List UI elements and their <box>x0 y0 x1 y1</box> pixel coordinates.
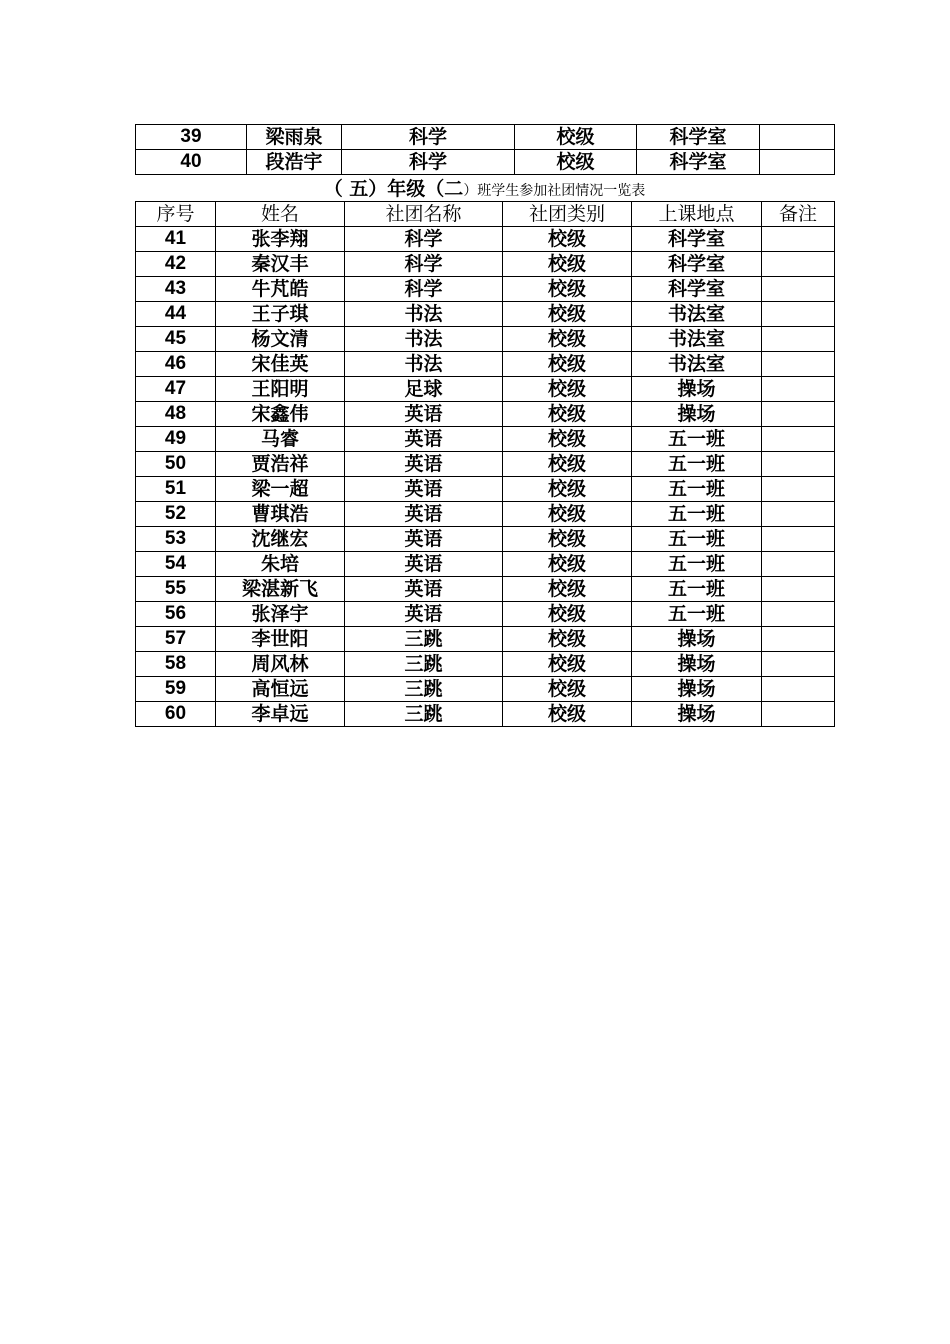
cell-name: 朱培 <box>216 552 345 577</box>
cell-name: 周风林 <box>216 652 345 677</box>
cell-level: 校级 <box>503 252 632 277</box>
cell-note <box>762 652 835 677</box>
header-name: 姓名 <box>216 202 345 227</box>
cell-level: 校级 <box>503 502 632 527</box>
cell-name: 杨文清 <box>216 327 345 352</box>
cell-no: 51 <box>136 477 216 502</box>
cell-club: 英语 <box>345 527 503 552</box>
header-place: 上课地点 <box>632 202 762 227</box>
cell-level: 校级 <box>503 652 632 677</box>
cell-club: 三跳 <box>345 627 503 652</box>
cell-level: 校级 <box>503 327 632 352</box>
cell-name: 宋佳英 <box>216 352 345 377</box>
header-note: 备注 <box>762 202 835 227</box>
cell-place: 五一班 <box>632 552 762 577</box>
cell-club: 科学 <box>342 125 515 150</box>
cell-note <box>762 452 835 477</box>
table-row <box>136 627 835 652</box>
cell-place: 五一班 <box>632 477 762 502</box>
cell-note <box>762 402 835 427</box>
section-title-grade: （ 五）年级（二 <box>323 178 464 200</box>
cell-club: 科学 <box>342 150 515 175</box>
table-row <box>136 702 835 727</box>
table-row <box>136 502 835 527</box>
cell-name: 宋鑫伟 <box>216 402 345 427</box>
header-level: 社团类别 <box>503 202 632 227</box>
cell-level: 校级 <box>503 677 632 702</box>
cell-name: 张李翔 <box>216 227 345 252</box>
cell-no: 55 <box>136 577 216 602</box>
cell-no: 59 <box>136 677 216 702</box>
cell-place: 操场 <box>632 652 762 677</box>
cell-no: 40 <box>136 150 247 175</box>
table-row <box>136 452 835 477</box>
cell-level: 校级 <box>503 527 632 552</box>
table-row <box>136 150 835 175</box>
cell-level: 校级 <box>503 627 632 652</box>
section-title-suffix: ）班学生参加社团情况一览表 <box>463 183 646 199</box>
header-no: 序号 <box>136 202 216 227</box>
club-table <box>135 201 835 727</box>
cell-club: 书法 <box>345 327 503 352</box>
cell-name: 秦汉丰 <box>216 252 345 277</box>
table-row <box>136 402 835 427</box>
table-row <box>136 577 835 602</box>
cell-level: 校级 <box>503 702 632 727</box>
cell-level: 校级 <box>503 227 632 252</box>
cell-no: 46 <box>136 352 216 377</box>
cell-level: 校级 <box>503 427 632 452</box>
cell-no: 49 <box>136 427 216 452</box>
cell-level: 校级 <box>503 452 632 477</box>
cell-note <box>762 677 835 702</box>
club-table-body <box>136 227 835 727</box>
cell-name: 梁一超 <box>216 477 345 502</box>
cell-note <box>762 252 835 277</box>
cell-no: 44 <box>136 302 216 327</box>
cell-note <box>760 150 835 175</box>
table-row <box>136 602 835 627</box>
cell-name: 王阳明 <box>216 377 345 402</box>
cell-note <box>762 427 835 452</box>
header-row <box>136 202 835 227</box>
cell-level: 校级 <box>503 302 632 327</box>
table-row <box>136 252 835 277</box>
cell-place: 五一班 <box>632 502 762 527</box>
cell-club: 英语 <box>345 577 503 602</box>
cell-name: 马睿 <box>216 427 345 452</box>
cell-club: 英语 <box>345 452 503 477</box>
cell-name: 贾浩祥 <box>216 452 345 477</box>
cell-note <box>762 377 835 402</box>
cell-no: 48 <box>136 402 216 427</box>
continuation-table-body <box>136 125 835 175</box>
cell-club: 科学 <box>345 277 503 302</box>
cell-level: 校级 <box>503 602 632 627</box>
continuation-table <box>135 124 835 175</box>
cell-note <box>762 227 835 252</box>
table-row <box>136 352 835 377</box>
cell-place: 五一班 <box>632 577 762 602</box>
cell-level: 校级 <box>503 277 632 302</box>
cell-no: 43 <box>136 277 216 302</box>
cell-no: 47 <box>136 377 216 402</box>
table-row <box>136 477 835 502</box>
cell-club: 科学 <box>345 252 503 277</box>
cell-club: 英语 <box>345 402 503 427</box>
cell-level: 校级 <box>503 577 632 602</box>
cell-club: 英语 <box>345 427 503 452</box>
cell-level: 校级 <box>503 477 632 502</box>
cell-place: 书法室 <box>632 302 762 327</box>
table-row <box>136 552 835 577</box>
cell-place: 科学室 <box>637 150 760 175</box>
cell-place: 科学室 <box>632 227 762 252</box>
section-title <box>135 177 834 201</box>
table-row <box>136 677 835 702</box>
cell-note <box>762 277 835 302</box>
table-row <box>136 377 835 402</box>
cell-club: 英语 <box>345 477 503 502</box>
cell-name: 王子琪 <box>216 302 345 327</box>
cell-no: 57 <box>136 627 216 652</box>
cell-club: 三跳 <box>345 677 503 702</box>
cell-club: 书法 <box>345 302 503 327</box>
cell-name: 梁雨泉 <box>247 125 342 150</box>
cell-no: 52 <box>136 502 216 527</box>
cell-place: 科学室 <box>632 277 762 302</box>
cell-note <box>762 602 835 627</box>
cell-no: 60 <box>136 702 216 727</box>
cell-place: 操场 <box>632 627 762 652</box>
cell-place: 书法室 <box>632 352 762 377</box>
cell-no: 42 <box>136 252 216 277</box>
table-row <box>136 277 835 302</box>
cell-club: 英语 <box>345 502 503 527</box>
cell-level: 校级 <box>503 402 632 427</box>
cell-note <box>762 352 835 377</box>
cell-note <box>762 552 835 577</box>
cell-place: 书法室 <box>632 327 762 352</box>
cell-note <box>762 702 835 727</box>
cell-place: 五一班 <box>632 602 762 627</box>
cell-note <box>762 527 835 552</box>
cell-name: 张泽宇 <box>216 602 345 627</box>
cell-club: 科学 <box>345 227 503 252</box>
cell-place: 五一班 <box>632 452 762 477</box>
cell-level: 校级 <box>503 552 632 577</box>
cell-place: 五一班 <box>632 527 762 552</box>
cell-no: 39 <box>136 125 247 150</box>
cell-place: 操场 <box>632 677 762 702</box>
cell-no: 53 <box>136 527 216 552</box>
cell-no: 45 <box>136 327 216 352</box>
cell-note <box>762 627 835 652</box>
cell-club: 三跳 <box>345 702 503 727</box>
cell-name: 李卓远 <box>216 702 345 727</box>
cell-no: 41 <box>136 227 216 252</box>
cell-name: 牛芃皓 <box>216 277 345 302</box>
cell-no: 58 <box>136 652 216 677</box>
table-row <box>136 652 835 677</box>
table-row <box>136 327 835 352</box>
cell-note <box>762 302 835 327</box>
cell-level: 校级 <box>515 125 637 150</box>
cell-name: 曹琪浩 <box>216 502 345 527</box>
cell-note <box>762 577 835 602</box>
cell-level: 校级 <box>503 352 632 377</box>
cell-name: 李世阳 <box>216 627 345 652</box>
cell-no: 54 <box>136 552 216 577</box>
cell-name: 段浩宇 <box>247 150 342 175</box>
cell-place: 科学室 <box>632 252 762 277</box>
cell-club: 足球 <box>345 377 503 402</box>
cell-note <box>760 125 835 150</box>
table-row <box>136 427 835 452</box>
cell-name: 梁湛新飞 <box>216 577 345 602</box>
cell-name: 沈继宏 <box>216 527 345 552</box>
cell-level: 校级 <box>503 377 632 402</box>
cell-place: 五一班 <box>632 427 762 452</box>
cell-no: 50 <box>136 452 216 477</box>
table-row <box>136 302 835 327</box>
cell-no: 56 <box>136 602 216 627</box>
cell-note <box>762 327 835 352</box>
cell-name: 高恒远 <box>216 677 345 702</box>
cell-place: 操场 <box>632 402 762 427</box>
cell-club: 英语 <box>345 602 503 627</box>
cell-place: 操场 <box>632 377 762 402</box>
cell-club: 书法 <box>345 352 503 377</box>
table-row <box>136 125 835 150</box>
cell-level: 校级 <box>515 150 637 175</box>
table-row <box>136 527 835 552</box>
cell-place: 操场 <box>632 702 762 727</box>
cell-note <box>762 477 835 502</box>
cell-place: 科学室 <box>637 125 760 150</box>
cell-note <box>762 502 835 527</box>
cell-club: 英语 <box>345 552 503 577</box>
table-row <box>136 227 835 252</box>
header-club: 社团名称 <box>345 202 503 227</box>
cell-club: 三跳 <box>345 652 503 677</box>
